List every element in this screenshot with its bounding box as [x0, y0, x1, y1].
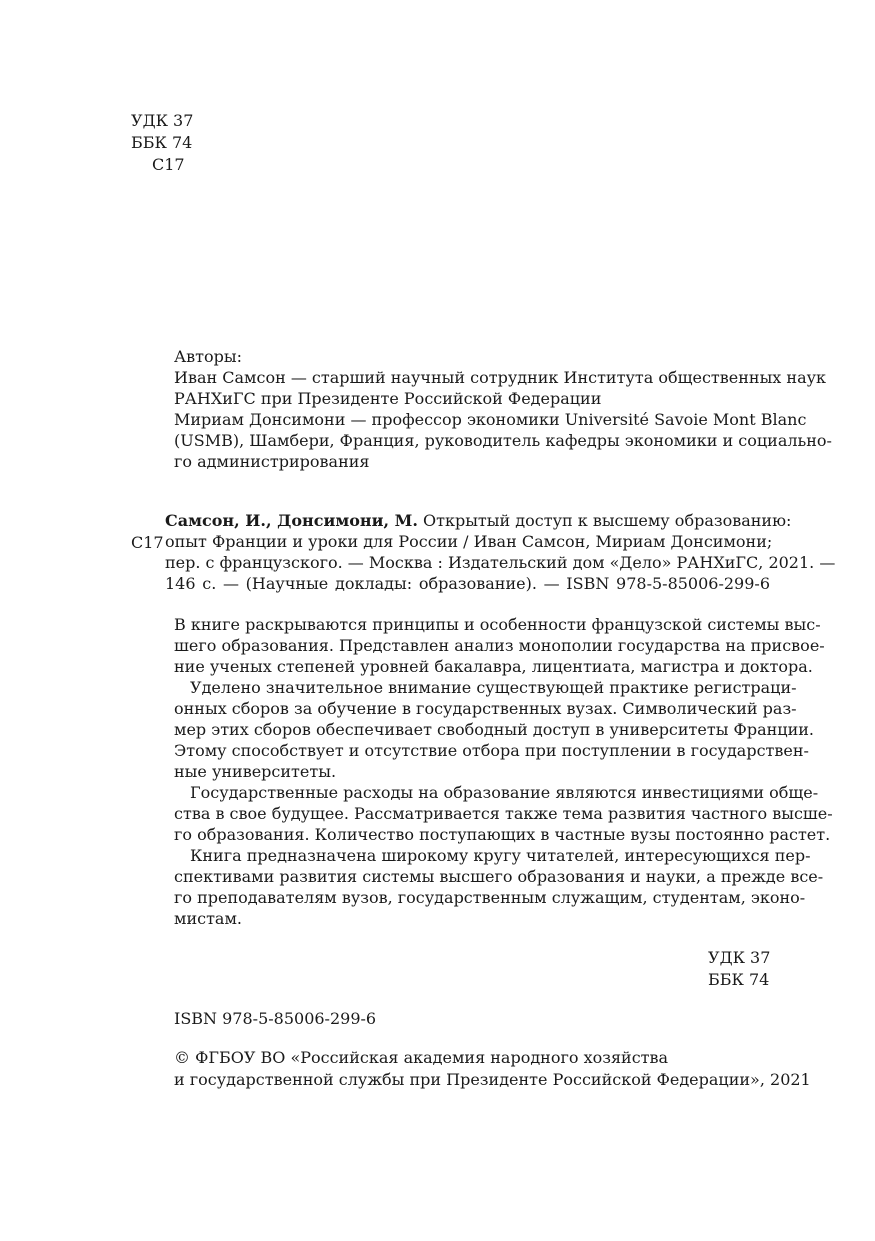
authors-line: Иван Самсон — старший научный сотрудник Института общественных наук: [174, 368, 827, 387]
bibliographic-line: 146 с. — (Научные доклады: образование). — ISBN 978-5-85006-299-6: [165, 574, 770, 593]
author-mark-top: С17: [152, 155, 185, 174]
abstract-line: шего образования. Представлен анализ монополии государства на присвое-: [174, 636, 825, 655]
abstract-line: го преподавателям вузов, государственным служащим, студентам, эконо-: [174, 888, 806, 907]
authors-line: го администрирования: [174, 452, 370, 471]
authors-line: РАНХиГС при Президенте Российской Федерации: [174, 389, 602, 408]
abstract-line: мистам.: [174, 909, 242, 928]
bbk-code-bottom: ББК 74: [708, 970, 770, 989]
authors-heading: Авторы:: [174, 347, 242, 366]
copyright-line: и государственной службы при Президенте Российской Федерации», 2021: [174, 1070, 811, 1089]
bibliographic-authors: Самсон, И., Донсимони, М.: [165, 511, 418, 530]
author-mark-bibliographic: С17: [131, 533, 164, 552]
abstract-line: ства в свое будущее. Рассматривается также тема развития частного высше-: [174, 804, 833, 823]
abstract-line: мер этих сборов обеспечивает свободный доступ в университеты Франции.: [174, 720, 814, 739]
abstract-line: Государственные расходы на образование являются инвестициями обще-: [190, 783, 819, 802]
copyright-line: © ФГБОУ ВО «Российская академия народного хозяйства: [174, 1048, 669, 1067]
abstract-line: го образования. Количество поступающих в частные вузы постоянно растет.: [174, 825, 831, 844]
authors-line: Мириам Донсимони — профессор экономики Université Savoie Mont Blanc: [174, 410, 807, 429]
bibliographic-line: пер. с французского. — Москва : Издательский дом «Дело» РАНХиГС, 2021. —: [165, 553, 836, 572]
abstract-line: Этому способствует и отсутствие отбора при поступлении в государствен-: [174, 741, 809, 760]
bibliographic-record: [165, 510, 836, 594]
abstract-line: Книга предназначена широкому кругу читателей, интересующихся пер-: [190, 846, 811, 865]
abstract-line: онных сборов за обучение в государственных вузах. Символический раз-: [174, 699, 797, 718]
abstract: [174, 614, 833, 929]
bibliographic-title-start: Открытый доступ к высшему образованию:: [422, 511, 792, 530]
abstract-line: В книге раскрываются принципы и особенности французской системы выс-: [174, 615, 821, 634]
abstract-line: ные университеты.: [174, 762, 337, 781]
isbn: ISBN 978-5-85006-299-6: [174, 1009, 377, 1028]
udk-code-top: УДК 37: [131, 111, 194, 130]
bibliographic-line: опыт Франции и уроки для России / Иван Самсон, Мириам Донсимони;: [165, 532, 773, 551]
abstract-line: ние ученых степеней уровней бакалавра, лицентиата, магистра и доктора.: [174, 657, 813, 676]
bbk-code-top: ББК 74: [131, 133, 193, 152]
bibliographic-line-first: [165, 510, 792, 531]
abstract-line: Уделено значительное внимание существующей практике регистраци-: [190, 678, 797, 697]
authors-info: [174, 346, 832, 472]
authors-line: (USMB), Шамбери, Франция, руководитель кафедры экономики и социально-: [174, 431, 832, 450]
udk-code-bottom: УДК 37: [708, 948, 771, 967]
abstract-line: спективами развития системы высшего образования и науки, а прежде все-: [174, 867, 824, 886]
